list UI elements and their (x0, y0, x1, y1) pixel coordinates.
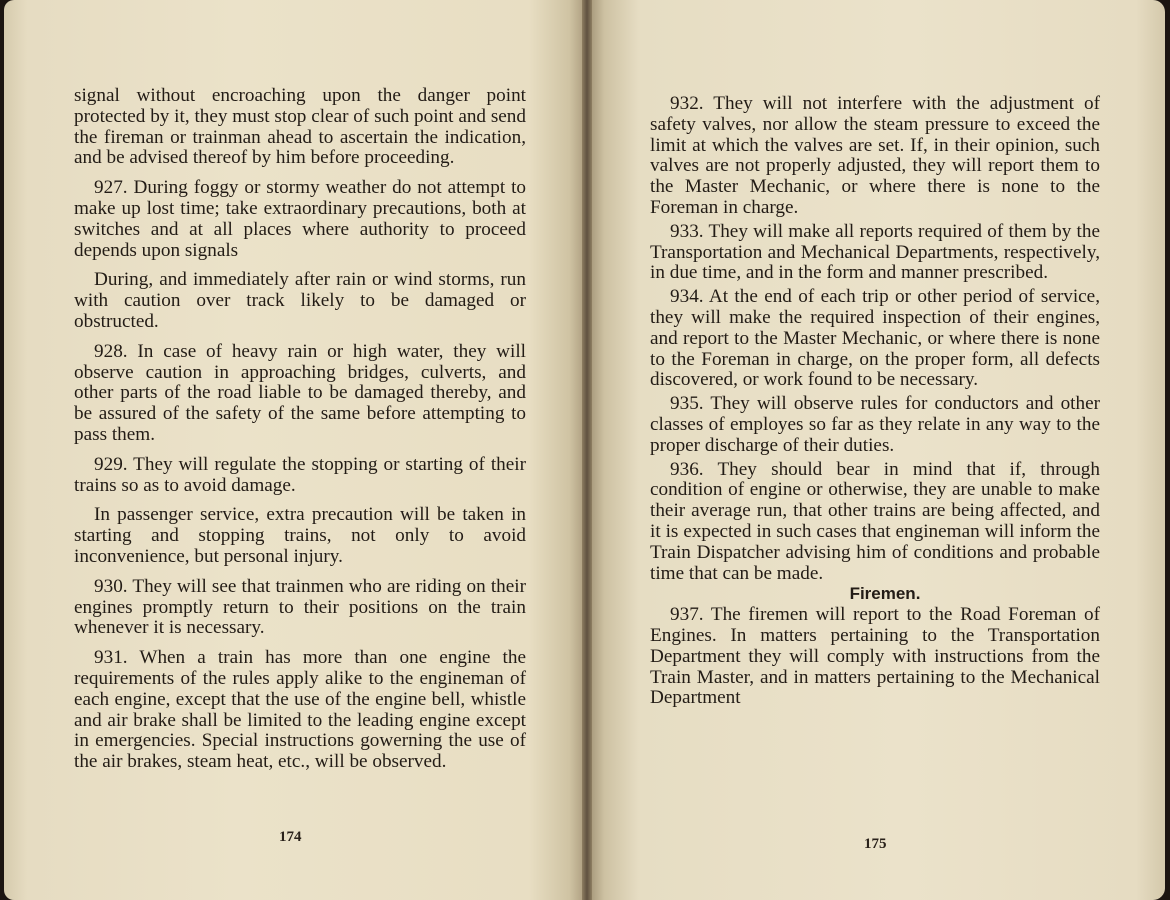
rule-933: 933. They will make all reports required of them by the Transportation and Mechanical Departments, respectively, in due time, and in the form and manner prescribed. (650, 220, 1100, 284)
paragraph-continued: signal without encroaching upon the danger point protected by it, they must stop clear of such point and send the fireman or trainman ahead to ascertain the indication, and be advised thereof by him before proceeding. (74, 85, 526, 169)
book-gutter (582, 0, 592, 900)
rule-930: 930. They will see that trainmen who are riding on their engines promptly return to their positions on the train whenever it is necessary. (74, 575, 526, 639)
rule-927: 927. During foggy or stormy weather do not attempt to make up lost time; take extraordinary precautions, both at switches and at all places where authority to proceed depends upon signals (74, 177, 526, 261)
rule-936: 936. They should bear in mind that if, through condition of engine or otherwise, they are unable to make their average run, that other trains are being affected, and it is expected in such cases that engineman will inform the Train Dispatcher advising him of conditions and probable time that can be made. (650, 458, 1100, 584)
page-number-left: 174 (279, 829, 302, 845)
rule-928: 928. In case of heavy rain or high water, they will observe caution in approaching bridges, culverts, and other parts of the road liable to be damaged thereby, and be assured of the safety of the same before attempting to pass them. (74, 340, 526, 445)
paragraph-rain-storms: During, and immediately after rain or wind storms, run with caution over track likely to be damaged or obstructed. (74, 269, 526, 332)
right-page-text (650, 94, 1100, 709)
right-page (587, 0, 1165, 900)
rule-931: 931. When a train has more than one engine the requirements of the rules apply alike to the engineman of each engine, except that the use of the engine bell, whistle and air brake shall be limited to the leading engine except in emergencies. Special instructions gowerning the use of the air brakes, steam heat, etc., will be observed. (74, 647, 526, 773)
paragraph-passenger-service: In passenger service, extra precaution will be taken in starting and stopping trains, not only to avoid inconvenience, but personal injury. (74, 504, 526, 567)
rule-935: 935. They will observe rules for conductors and other classes of employes so far as they relate in any way to the proper discharge of their duties. (650, 393, 1100, 456)
left-page (4, 0, 587, 900)
rule-937: 937. The firemen will report to the Road Foreman of Engines. In matters pertaining to the Transportation Department they will comply with instructions from the Train Master, and in matters pertaining to the Mechanical Department (650, 604, 1100, 709)
section-heading-firemen: Firemen. (849, 584, 921, 604)
left-page-text (74, 86, 526, 773)
rule-929: 929. They will regulate the stopping or starting of their trains so as to avoid damage. (74, 453, 526, 496)
rule-932: 932. They will not interfere with the adjustment of safety valves, nor allow the steam pressure to exceed the limit at which the valves are set. If, in their opinion, such valves are not properly adjusted, they will report them to the Master Mechanic, or where there is none to the Foreman in charge. (650, 93, 1100, 218)
page-number-right: 175 (864, 836, 887, 852)
rule-934: 934. At the end of each trip or other period of service, they will make the required inspection of their engines, and report to the Master Mechanic, or where there is none to the Foreman in charge, on the proper form, all defects discovered, or work found to be necessary. (650, 286, 1100, 391)
